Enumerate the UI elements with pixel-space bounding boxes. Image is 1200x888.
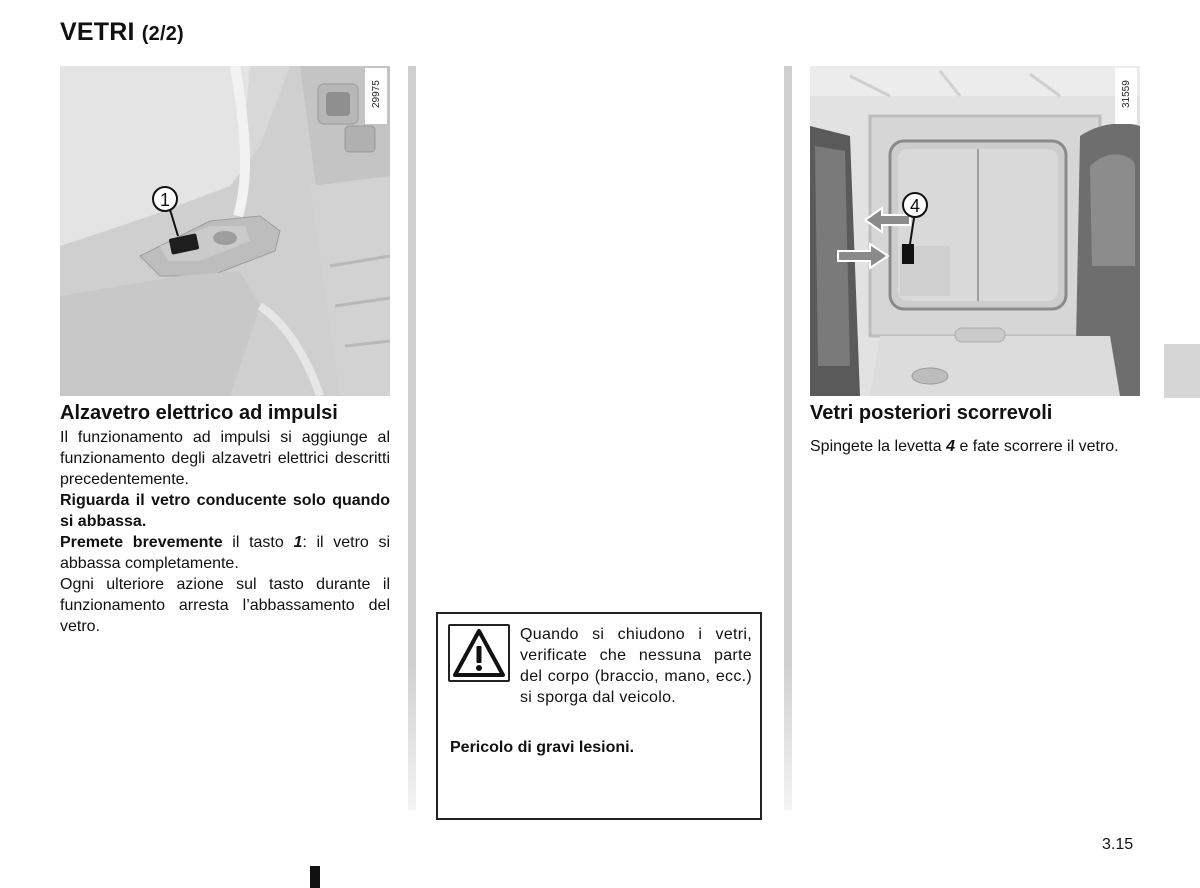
reference-number: 1 xyxy=(293,534,303,551)
column-divider xyxy=(408,66,416,810)
paragraph xyxy=(60,532,390,574)
right-heading: Vetri posteriori scorrevoli xyxy=(810,402,1053,424)
text-span: Spingete la levetta xyxy=(810,438,947,455)
door-switch-figure xyxy=(60,66,390,396)
door-switch-illustration xyxy=(60,66,390,396)
warning-box xyxy=(436,612,762,820)
page-number: 3.15 xyxy=(1102,836,1134,853)
page-title-main: VETRI xyxy=(60,18,135,46)
warning-emphasis: Pericolo di gravi lesioni. xyxy=(450,739,635,756)
figure-code: 31559 xyxy=(1121,80,1132,108)
right-body xyxy=(810,436,1140,457)
paragraph: Ogni ulteriore azione sul tasto durante il funzionamento arresta l’abbassamento del vetro. xyxy=(60,576,390,635)
sliding-window-figure xyxy=(810,66,1140,396)
bold-phrase: Premete brevemente xyxy=(60,534,223,551)
text-span: e fate scorrere il vetro. xyxy=(955,438,1119,455)
lever-callout-number: 4 xyxy=(909,196,921,216)
paragraph-bold: Riguarda il vetro conducente solo quando si abbassa. xyxy=(60,492,390,530)
print-mark xyxy=(310,866,320,888)
column-divider xyxy=(784,66,792,810)
page-title-sub: (2/2) xyxy=(141,23,184,45)
paragraph: Il funzionamento ad impulsi si aggiunge al funzionamento degli alzavetri elettrici descritti precedentemente. xyxy=(60,429,390,488)
sliding-window-illustration xyxy=(810,66,1140,396)
text-span: il tasto xyxy=(222,534,294,551)
reference-number: 4 xyxy=(946,438,955,455)
section-tab xyxy=(1164,344,1200,398)
left-body xyxy=(60,427,390,637)
switch-callout-number: 1 xyxy=(159,190,171,210)
left-heading: Alzavetro elettrico ad impulsi xyxy=(60,402,338,424)
warning-text-block xyxy=(450,624,752,708)
warning-text: Quando si chiudono i vetri, verificate che nessuna parte del corpo (braccio, mano, ecc.) si sporga dal veicolo. xyxy=(520,626,752,706)
text-span: : il vetro si abbassa completamente. xyxy=(60,534,391,572)
figure-code: 29975 xyxy=(371,80,382,108)
page-title xyxy=(60,18,184,47)
